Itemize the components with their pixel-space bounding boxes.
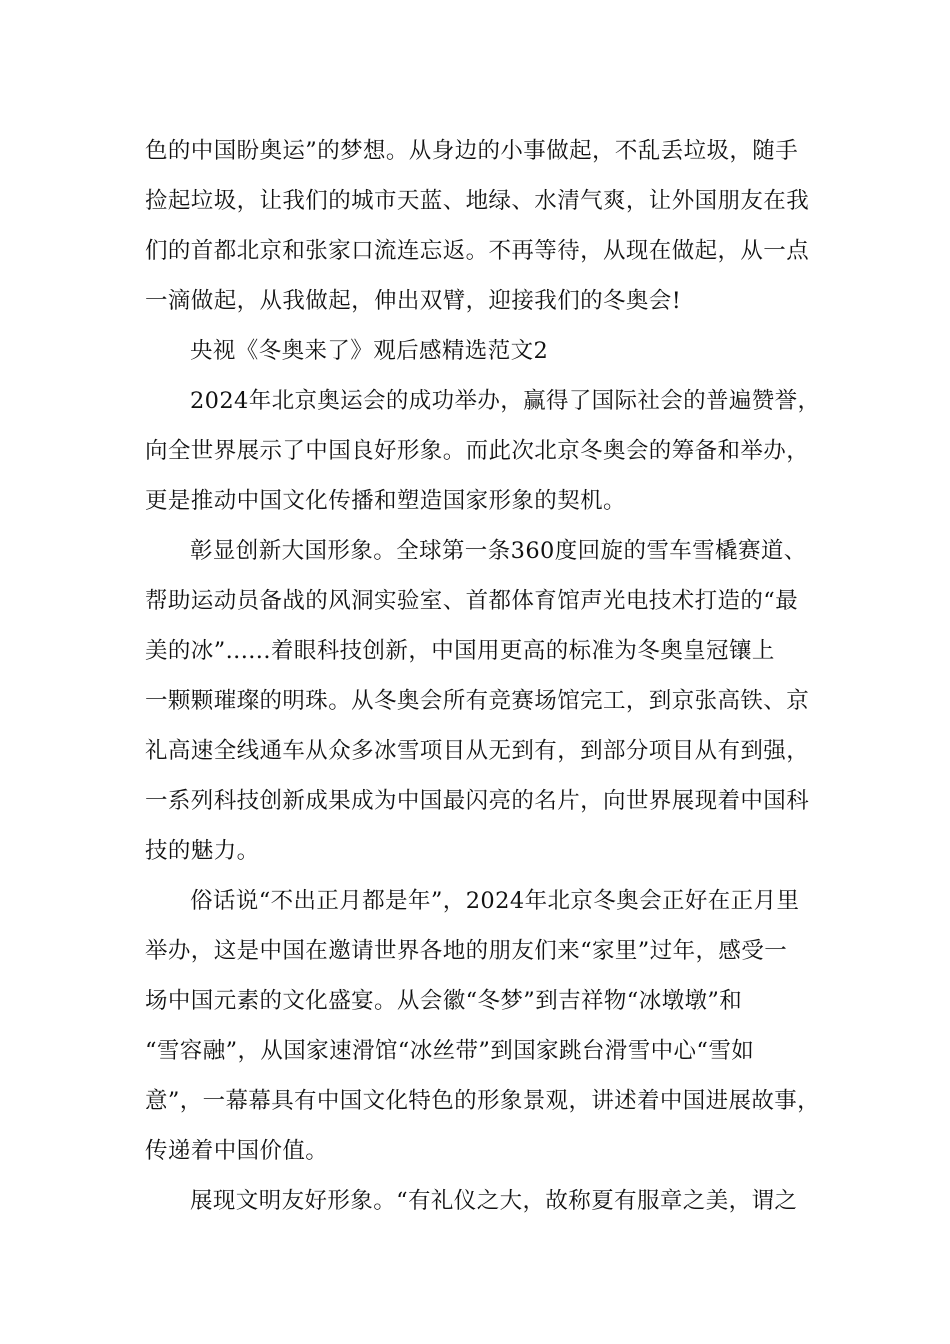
text-line: 捡起垃圾，让我们的城市天蓝、地绿、水清气爽，让外国朋友在我 — [145, 188, 810, 214]
text-line: 美的冰”......着眼科技创新，中国用更高的标准为冬奥皇冠镶上 — [145, 638, 775, 664]
text-line: 一颗颗璀璨的明珠。从冬奥会所有竞赛场馆完工，到京张高铁、京 — [145, 688, 810, 714]
text-line: 展现文明友好形象。“有礼仪之大，故称夏有服章之美，谓之 — [190, 1188, 798, 1214]
text-line: “雪容融”，从国家速滑馆“冰丝带”到国家跳台滑雪中心“雪如 — [145, 1038, 755, 1064]
text-line: 技的魅力。 — [145, 838, 260, 864]
text-line: 们的首都北京和张家口流连忘返。不再等待，从现在做起，从一点 — [145, 238, 810, 264]
text-line: 一系列科技创新成果成为中国最闪亮的名片，向世界展现着中国科 — [145, 788, 810, 814]
text-line: 俗话说“不出正月都是年”，2024年北京冬奥会正好在正月里 — [190, 888, 800, 914]
text-line: 向全世界展示了中国良好形象。而此次北京冬奥会的筹备和举办， — [145, 438, 810, 464]
text-line: 传递着中国价值。 — [145, 1138, 329, 1164]
text-line: 举办，这是中国在邀请世界各地的朋友们来“家里”过年，感受一 — [145, 938, 788, 964]
text-line: 彰显创新大国形象。全球第一条360度回旋的雪车雪橇赛道、 — [190, 538, 807, 564]
text-line: 场中国元素的文化盛宴。从会徽“冬梦”到吉祥物“冰墩墩”和 — [145, 988, 743, 1014]
text-line: 更是推动中国文化传播和塑造国家形象的契机。 — [145, 488, 626, 514]
text-line: 礼高速全线通车从众多冰雪项目从无到有，到部分项目从有到强， — [145, 738, 810, 764]
text-line: 2024年北京奥运会的成功举办，赢得了国际社会的普遍赞誉， — [190, 388, 821, 414]
text-line: 意”，一幕幕具有中国文化特色的形象景观，讲述着中国进展故事， — [145, 1088, 820, 1114]
section-heading: 央视《冬奥来了》观后感精选范文2 — [190, 338, 549, 364]
text-line: 帮助运动员备战的风洞实验室、首都体育馆声光电技术打造的“最 — [145, 588, 799, 614]
text-line: 一滴做起，从我做起，伸出双臂，迎接我们的冬奥会! — [145, 288, 682, 314]
text-line: 色的中国盼奥运”的梦想。从身边的小事做起，不乱丢垃圾，随手 — [145, 138, 799, 164]
